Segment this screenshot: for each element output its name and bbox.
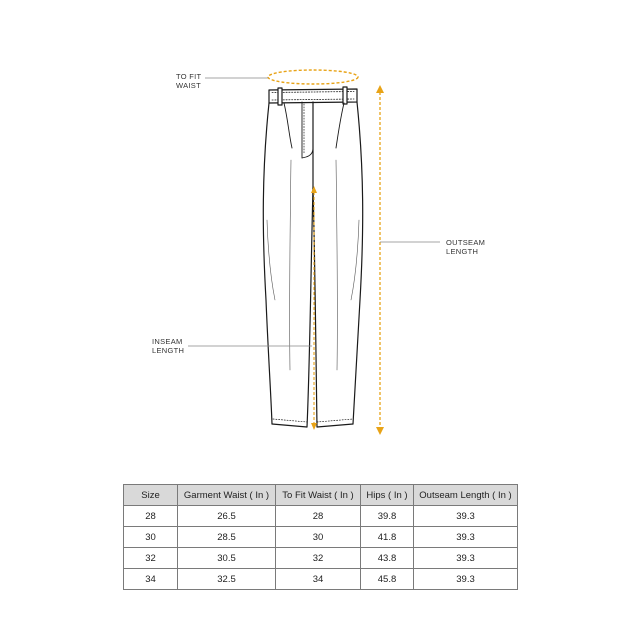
- outseam-callout-line2: LENGTH: [446, 247, 479, 256]
- cell-hips: 39.8: [361, 506, 414, 527]
- table-header-row: [124, 485, 518, 506]
- trousers-outline-icon: [263, 87, 362, 427]
- cell-to-fit-waist: 28: [276, 506, 361, 527]
- cell-garment-waist: 26.5: [178, 506, 276, 527]
- header-size: Size: [124, 485, 178, 506]
- cell-size: 34: [124, 569, 178, 590]
- waist-callout: [176, 72, 201, 90]
- cell-size: 28: [124, 506, 178, 527]
- outseam-callout: [446, 238, 485, 256]
- size-chart-table: [123, 484, 518, 590]
- cell-outseam-length: 39.3: [414, 548, 518, 569]
- inseam-callout: [152, 337, 184, 355]
- cell-size: 32: [124, 548, 178, 569]
- cell-outseam-length: 39.3: [414, 527, 518, 548]
- outseam-callout-line1: OUTSEAM: [446, 238, 486, 247]
- table-row: [124, 506, 518, 527]
- cell-to-fit-waist: 34: [276, 569, 361, 590]
- cell-garment-waist: 32.5: [178, 569, 276, 590]
- table-row: [124, 548, 518, 569]
- waist-callout-line1: TO FIT: [176, 72, 202, 81]
- table-row: [124, 569, 518, 590]
- cell-hips: 41.8: [361, 527, 414, 548]
- cell-garment-waist: 30.5: [178, 548, 276, 569]
- table-row: [124, 527, 518, 548]
- cell-outseam-length: 39.3: [414, 569, 518, 590]
- header-garment-waist: Garment Waist ( In ): [178, 485, 276, 506]
- inseam-callout-line2: LENGTH: [152, 346, 185, 355]
- waist-ellipse-icon: [268, 70, 358, 84]
- header-hips: Hips ( In ): [361, 485, 414, 506]
- cell-to-fit-waist: 30: [276, 527, 361, 548]
- cell-to-fit-waist: 32: [276, 548, 361, 569]
- inseam-callout-line1: INSEAM: [152, 337, 183, 346]
- outseam-arrow-icon: [376, 85, 384, 435]
- header-outseam-length: Outseam Length ( In ): [414, 485, 518, 506]
- cell-size: 30: [124, 527, 178, 548]
- cell-garment-waist: 28.5: [178, 527, 276, 548]
- waist-callout-line2: WAIST: [176, 81, 201, 90]
- cell-outseam-length: 39.3: [414, 506, 518, 527]
- cell-hips: 43.8: [361, 548, 414, 569]
- cell-hips: 45.8: [361, 569, 414, 590]
- header-to-fit-waist: To Fit Waist ( In ): [276, 485, 361, 506]
